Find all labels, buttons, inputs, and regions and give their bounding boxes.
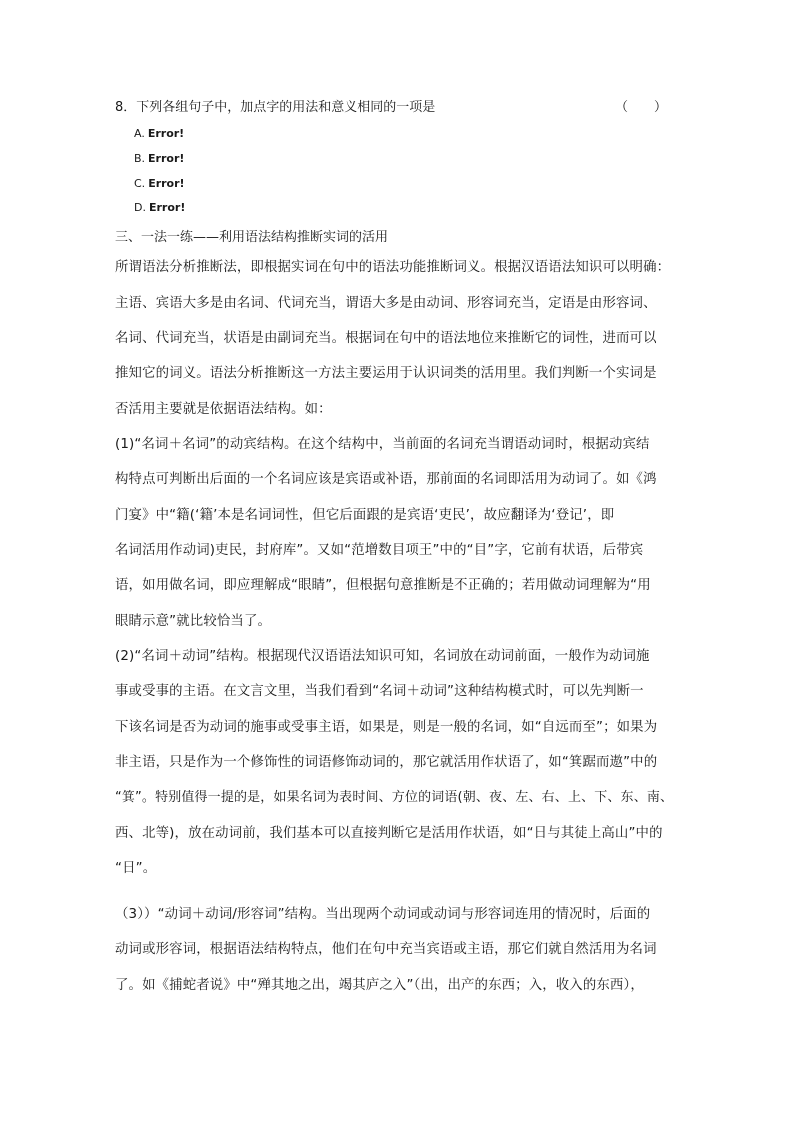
body-line: 否活用主要就是依据语法结构。如：: [115, 402, 332, 417]
body-line: 下该名词是否为动词的施事或受事主语，如果是，则是一般的名词，如“自远而至”；如果为: [115, 720, 658, 735]
option-c: C. Error!: [134, 177, 185, 190]
body-line: 构特点可判断出后面的一个名词应该是宾语或补语，那前面的名词即活用为动词了。如《鸿: [115, 472, 657, 487]
body-line: 门宴》中“籍(‘籍’本是名词词性，但它后面跟的是宾语‘吏民’，故应翻译为‘登记’，即: [115, 508, 615, 523]
question-text: 8．下列各组句子中，加点字的用法和意义相同的一项是: [115, 100, 436, 115]
body-line: “箕”。特别值得一提的是，如果名词为表时间、方位的词语(朝、夜、左、右、上、下、东、南、: [115, 790, 674, 805]
option-d: D. Error!: [134, 201, 186, 214]
body-line: 事或受事的主语。在文言文里，当我们看到“名词＋动词”这种结构模式时，可以先判断一: [115, 684, 644, 699]
option-a: A. Error!: [134, 127, 185, 140]
body-line: 推知它的词义。语法分析推断这一方法主要运用于认识词类的活用里。我们判断一个实词是: [115, 366, 657, 381]
body-line: 非主语，只是作为一个修饰性的词语修饰动词的，那它就活用作状语了，如“箕踞而遨”中的: [115, 755, 658, 770]
body-line: 了。如《捕蛇者说》中“殚其地之出，竭其庐之入”（出，出产的东西；入，收入的东西），: [115, 978, 644, 993]
question-8: [115, 96, 675, 116]
body-line: 主语、宾语大多是由名词、代词充当，谓语大多是由动词、形容词充当，定语是由形容词、: [115, 296, 657, 311]
body-line: (1)“名词＋名词”的动宾结构。在这个结构中，当前面的名词充当谓语动词时，根据动宾结: [115, 437, 650, 452]
body-line: 名词活用作动词)吏民，封府库”。又如“范增数目项王”中的“目”字，它前有状语，后带宾: [115, 543, 644, 558]
body-line: 名词、代词充当，状语是由副词充当。根据词在句中的语法地位来推断它的词性，进而可以: [115, 331, 657, 346]
body-line: 语，如用做名词，即应理解成“眼睛”，但根据句意推断是不正确的；若用做动词理解为“用: [115, 578, 651, 593]
body-line: 动词或形容词，根据语法结构特点，他们在句中充当宾语或主语，那它们就自然活用为名词: [115, 942, 657, 957]
section-title: 三、一法一练——利用语法结构推断实词的活用: [115, 230, 389, 245]
body-line: (2)“名词＋动词”结构。根据现代汉语语法知识可知，名词放在动词前面，一般作为动词施: [115, 649, 650, 664]
body-line: “日”。: [115, 861, 157, 876]
answer-blank: （ ）: [615, 100, 668, 115]
body-line: 西、北等)，放在动词前，我们基本可以直接判断它是活用作状语，如“日与其徒上高山”中的: [115, 826, 663, 841]
option-b: B. Error!: [134, 152, 185, 165]
body-line: 所谓语法分析推断法，即根据实词在句中的语法功能推断词义。根据汉语语法知识可以明确：: [115, 260, 671, 275]
body-line: 眼睛示意”就比较恰当了。: [115, 614, 272, 629]
body-line: （3））“动词＋动词/形容词”结构。当出现两个动词或动词与形容词连用的情况时，后面的: [115, 907, 651, 922]
